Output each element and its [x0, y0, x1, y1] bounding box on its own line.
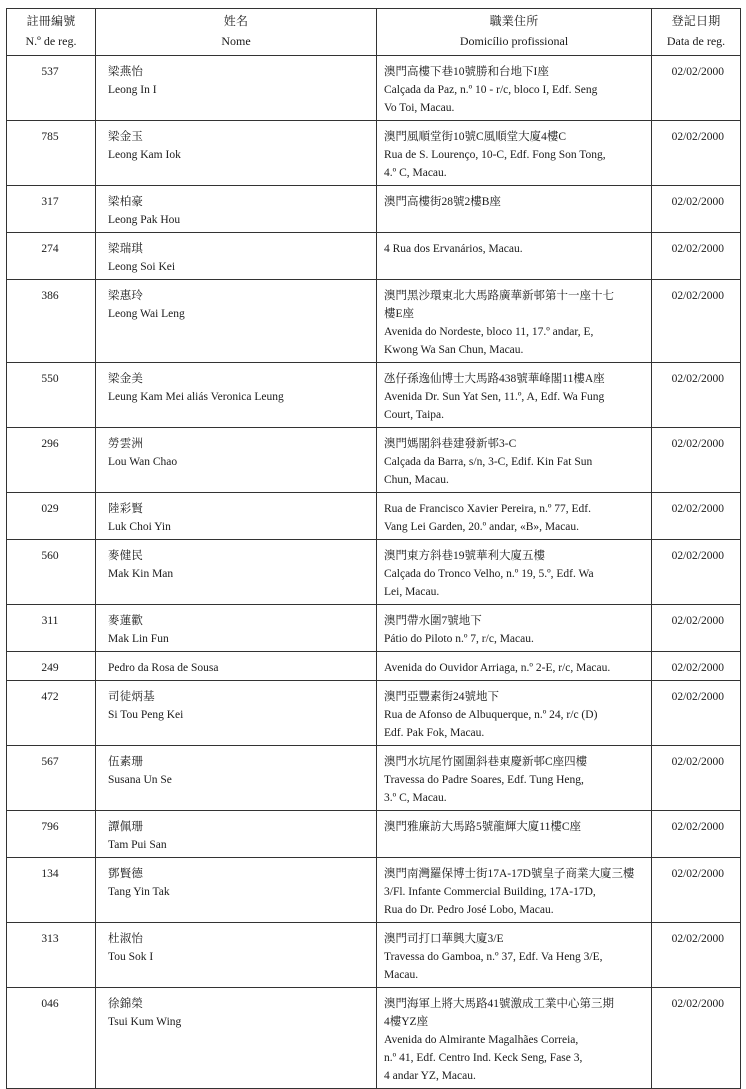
name-cell — [96, 121, 377, 186]
table-row — [7, 186, 741, 233]
name-cell — [96, 56, 377, 121]
address-cell — [377, 428, 652, 493]
reg-number: 567 — [41, 756, 59, 768]
address-line: Travessa do Padre Soares, Edf. Tung Heng, — [384, 774, 584, 786]
table-row — [7, 652, 741, 681]
address-line: 澳門帶水圍7號地下 — [384, 615, 482, 627]
table-row — [7, 121, 741, 186]
date-cell — [652, 540, 741, 605]
address-line: Chun, Macau. — [384, 474, 449, 486]
table-row — [7, 746, 741, 811]
name-portuguese: Mak Lin Fun — [108, 633, 169, 645]
name-cell — [96, 681, 377, 746]
table-row — [7, 681, 741, 746]
address-cell — [377, 233, 652, 280]
address-line: 澳門南灣羅保博士街17A-17D號皇子商業大廈三樓 — [384, 868, 635, 880]
name-chinese: 杜淑怡 — [108, 933, 144, 945]
registry-page — [6, 8, 740, 1089]
reg-number: 317 — [41, 196, 59, 208]
date-cell — [652, 280, 741, 363]
name-cell — [96, 988, 377, 1089]
reg-number-cell — [7, 681, 96, 746]
table-row — [7, 858, 741, 923]
reg-number: 313 — [41, 933, 59, 945]
address-line: Avenida do Ouvidor Arriaga, n.º 2-E, r/c, Macau. — [384, 662, 611, 674]
table-row — [7, 605, 741, 652]
registration-date: 02/02/2000 — [671, 662, 724, 674]
name-portuguese: Leong Pak Hou — [108, 214, 181, 226]
address-line: 澳門亞豐素街24號地下 — [384, 691, 499, 703]
reg-number-cell — [7, 428, 96, 493]
reg-number-cell — [7, 493, 96, 540]
date-cell — [652, 56, 741, 121]
address-line: Calçada da Paz, n.º 10 - r/c, bloco I, Edf. Seng — [384, 84, 598, 96]
reg-number: 134 — [41, 868, 59, 880]
registry-table — [6, 8, 741, 1089]
name-chinese: 譚佩珊 — [108, 821, 144, 833]
date-cell — [652, 428, 741, 493]
address-line: Avenida do Almirante Magalhães Correia, — [384, 1034, 579, 1046]
address-line: Lei, Macau. — [384, 586, 440, 598]
name-chinese: 伍素珊 — [108, 756, 144, 768]
address-line: 澳門風順堂街10號C風順堂大廈4樓C — [384, 131, 567, 143]
address-line: Pátio do Piloto n.º 7, r/c, Macau. — [384, 633, 534, 645]
reg-number-cell — [7, 121, 96, 186]
name-chinese: 麥健民 — [108, 550, 144, 562]
reg-number-cell — [7, 746, 96, 811]
header-date-pt: Data de reg. — [666, 34, 726, 48]
address-line: Rua do Dr. Pedro José Lobo, Macau. — [384, 904, 554, 916]
reg-number-cell — [7, 186, 96, 233]
registration-date: 02/02/2000 — [671, 868, 724, 880]
name-portuguese: Lou Wan Chao — [108, 456, 178, 468]
header-reg-number-zh: 註冊編號 — [26, 14, 76, 28]
address-line: Court, Taipa. — [384, 409, 444, 421]
reg-number-cell — [7, 605, 96, 652]
registration-date: 02/02/2000 — [671, 438, 724, 450]
header-address-zh: 職業住所 — [489, 14, 539, 28]
table-row — [7, 56, 741, 121]
name-portuguese: Leong Kam Iok — [108, 149, 181, 161]
registration-date: 02/02/2000 — [671, 196, 724, 208]
address-line: 樓E座 — [384, 308, 415, 320]
name-chinese: 梁柏豪 — [108, 196, 144, 208]
address-line: 3/Fl. Infante Commercial Building, 17A-17D, — [384, 886, 596, 898]
registration-date: 02/02/2000 — [671, 615, 724, 627]
registration-date: 02/02/2000 — [671, 373, 724, 385]
table-row — [7, 233, 741, 280]
address-line: 4.º C, Macau. — [384, 167, 447, 179]
address-cell — [377, 363, 652, 428]
address-cell — [377, 605, 652, 652]
name-portuguese: Pedro da Rosa de Sousa — [108, 662, 219, 674]
address-line: Avenida Dr. Sun Yat Sen, 11.º, A, Edf. Wa Fung — [384, 391, 605, 403]
table-row — [7, 428, 741, 493]
address-line: Travessa do Gamboa, n.º 37, Edf. Va Heng 3/E, — [384, 951, 603, 963]
address-line: 4樓YZ座 — [384, 1016, 429, 1028]
registration-date: 02/02/2000 — [671, 998, 724, 1010]
address-line: 澳門海軍上將大馬路41號激成工業中心第三期 — [384, 998, 614, 1010]
table-row — [7, 280, 741, 363]
name-chinese: 麥蓮歡 — [108, 615, 144, 627]
registration-date: 02/02/2000 — [671, 290, 724, 302]
table-row — [7, 493, 741, 540]
name-portuguese: Susana Un Se — [108, 774, 172, 786]
name-portuguese: Mak Kin Man — [108, 568, 174, 580]
address-cell — [377, 652, 652, 681]
date-cell — [652, 363, 741, 428]
registration-date: 02/02/2000 — [671, 756, 724, 768]
name-portuguese: Tsui Kum Wing — [108, 1016, 182, 1028]
registration-date: 02/02/2000 — [671, 550, 724, 562]
table-header — [7, 9, 741, 56]
reg-number-cell — [7, 858, 96, 923]
reg-number-cell — [7, 56, 96, 121]
address-cell — [377, 540, 652, 605]
header-reg-number — [7, 9, 96, 56]
name-portuguese: Leung Kam Mei aliás Veronica Leung — [108, 391, 284, 403]
registration-date: 02/02/2000 — [671, 691, 724, 703]
name-cell — [96, 605, 377, 652]
name-portuguese: Tou Sok I — [108, 951, 154, 963]
date-cell — [652, 652, 741, 681]
address-line: 澳門東方斜巷19號華利大廈五樓 — [384, 550, 545, 562]
address-cell — [377, 988, 652, 1089]
name-cell — [96, 652, 377, 681]
header-address — [377, 9, 652, 56]
address-cell — [377, 746, 652, 811]
header-address-pt: Domicílio profissional — [459, 34, 569, 48]
table-row — [7, 363, 741, 428]
address-line: 澳門雅廉訪大馬路5號龍輝大廈11樓C座 — [384, 821, 581, 833]
address-line: Vang Lei Garden, 20.º andar, «B», Macau. — [384, 521, 580, 533]
address-line: 3.º C, Macau. — [384, 792, 447, 804]
registration-date: 02/02/2000 — [671, 243, 724, 255]
address-line: 氹仔孫逸仙博士大馬路438號華峰閣11樓A座 — [384, 373, 605, 385]
address-cell — [377, 493, 652, 540]
address-line: 澳門水坑尾竹園圍斜巷東慶新邨C座四樓 — [384, 756, 588, 768]
name-cell — [96, 811, 377, 858]
name-cell — [96, 280, 377, 363]
reg-number: 796 — [41, 821, 59, 833]
address-line: Calçada da Barra, s/n, 3-C, Edif. Kin Fat Sun — [384, 456, 593, 468]
reg-number-cell — [7, 363, 96, 428]
address-line: Vo Toi, Macau. — [384, 102, 455, 114]
name-chinese: 梁瑞琪 — [108, 243, 144, 255]
table-row — [7, 923, 741, 988]
reg-number-cell — [7, 280, 96, 363]
registration-date: 02/02/2000 — [671, 503, 724, 515]
reg-number: 386 — [41, 290, 59, 302]
address-line: Avenida do Nordeste, bloco 11, 17.º andar, E, — [384, 326, 594, 338]
reg-number: 296 — [41, 438, 59, 450]
reg-number-cell — [7, 988, 96, 1089]
name-cell — [96, 428, 377, 493]
reg-number-cell — [7, 652, 96, 681]
reg-number: 472 — [41, 691, 59, 703]
address-line: Rua de S. Lourenço, 10-C, Edf. Fong Son Tong, — [384, 149, 606, 161]
name-portuguese: Tam Pui San — [108, 839, 167, 851]
reg-number-cell — [7, 923, 96, 988]
name-portuguese: Si Tou Peng Kei — [108, 709, 184, 721]
header-name-zh: 姓名 — [223, 14, 249, 28]
header-reg-number-pt: N.º de reg. — [25, 34, 77, 48]
name-cell — [96, 858, 377, 923]
name-chinese: 徐錦榮 — [108, 998, 144, 1010]
address-line: Calçada do Tronco Velho, n.º 19, 5.º, Edf. Wa — [384, 568, 594, 580]
address-line: 4 andar YZ, Macau. — [384, 1070, 476, 1082]
name-portuguese: Tang Yin Tak — [108, 886, 170, 898]
reg-number: 785 — [41, 131, 59, 143]
table-row — [7, 988, 741, 1089]
date-cell — [652, 811, 741, 858]
name-portuguese: Leong In I — [108, 84, 157, 96]
address-line: Rua de Francisco Xavier Pereira, n.º 77, Edf. — [384, 503, 591, 515]
address-cell — [377, 811, 652, 858]
header-name-pt: Nome — [221, 34, 251, 48]
reg-number: 311 — [41, 615, 59, 627]
address-line: 澳門高樓下巷10號勝和台地下I座 — [384, 66, 549, 78]
address-cell — [377, 186, 652, 233]
name-chinese: 勞雲洲 — [108, 438, 144, 450]
reg-number: 029 — [41, 503, 59, 515]
date-cell — [652, 605, 741, 652]
reg-number: 249 — [41, 662, 59, 674]
table-row — [7, 811, 741, 858]
registration-date: 02/02/2000 — [671, 131, 724, 143]
date-cell — [652, 186, 741, 233]
date-cell — [652, 121, 741, 186]
reg-number: 046 — [41, 998, 59, 1010]
address-cell — [377, 121, 652, 186]
reg-number-cell — [7, 233, 96, 280]
header-date — [652, 9, 741, 56]
name-cell — [96, 233, 377, 280]
name-chinese: 梁惠玲 — [108, 290, 144, 302]
address-cell — [377, 858, 652, 923]
reg-number: 550 — [41, 373, 59, 385]
address-line: 澳門高樓街28號2樓B座 — [384, 196, 501, 208]
name-chinese: 陸彩賢 — [108, 503, 144, 515]
name-cell — [96, 186, 377, 233]
date-cell — [652, 746, 741, 811]
registration-date: 02/02/2000 — [671, 933, 724, 945]
date-cell — [652, 858, 741, 923]
name-chinese: 梁金美 — [108, 373, 144, 385]
address-cell — [377, 280, 652, 363]
table-row — [7, 540, 741, 605]
address-line: 澳門媽閣斜巷建發新邨3-C — [384, 438, 517, 450]
address-line: 4 Rua dos Ervanários, Macau. — [384, 243, 523, 255]
name-portuguese: Leong Soi Kei — [108, 261, 176, 273]
name-cell — [96, 746, 377, 811]
reg-number-cell — [7, 811, 96, 858]
address-line: Kwong Wa San Chun, Macau. — [384, 344, 524, 356]
address-cell — [377, 681, 652, 746]
address-line: Macau. — [384, 969, 419, 981]
table-body — [7, 56, 741, 1089]
address-cell — [377, 56, 652, 121]
date-cell — [652, 493, 741, 540]
name-chinese: 梁金玉 — [108, 131, 144, 143]
reg-number: 537 — [41, 66, 59, 78]
address-line: Edf. Pak Fok, Macau. — [384, 727, 485, 739]
name-chinese: 梁燕怡 — [108, 66, 144, 78]
address-line: Rua de Afonso de Albuquerque, n.º 24, r/c (D) — [384, 709, 598, 721]
name-cell — [96, 540, 377, 605]
registration-date: 02/02/2000 — [671, 821, 724, 833]
reg-number: 560 — [41, 550, 59, 562]
reg-number-cell — [7, 540, 96, 605]
date-cell — [652, 988, 741, 1089]
header-date-zh: 登記日期 — [671, 14, 721, 28]
address-cell — [377, 923, 652, 988]
address-line: 澳門司打口華興大廈3/E — [384, 933, 504, 945]
date-cell — [652, 233, 741, 280]
reg-number: 274 — [41, 243, 59, 255]
name-chinese: 鄧賢德 — [108, 868, 144, 880]
address-line: 澳門黑沙環東北大馬路廣華新邨第十一座十七 — [384, 290, 614, 302]
date-cell — [652, 681, 741, 746]
name-portuguese: Luk Choi Yin — [108, 521, 171, 533]
name-portuguese: Leong Wai Leng — [108, 308, 185, 320]
name-cell — [96, 923, 377, 988]
date-cell — [652, 923, 741, 988]
address-line: n.º 41, Edf. Centro Ind. Keck Seng, Fase 3, — [384, 1052, 583, 1064]
header-name — [96, 9, 377, 56]
name-cell — [96, 363, 377, 428]
name-chinese: 司徒炳基 — [108, 691, 155, 703]
registration-date: 02/02/2000 — [671, 66, 724, 78]
name-cell — [96, 493, 377, 540]
